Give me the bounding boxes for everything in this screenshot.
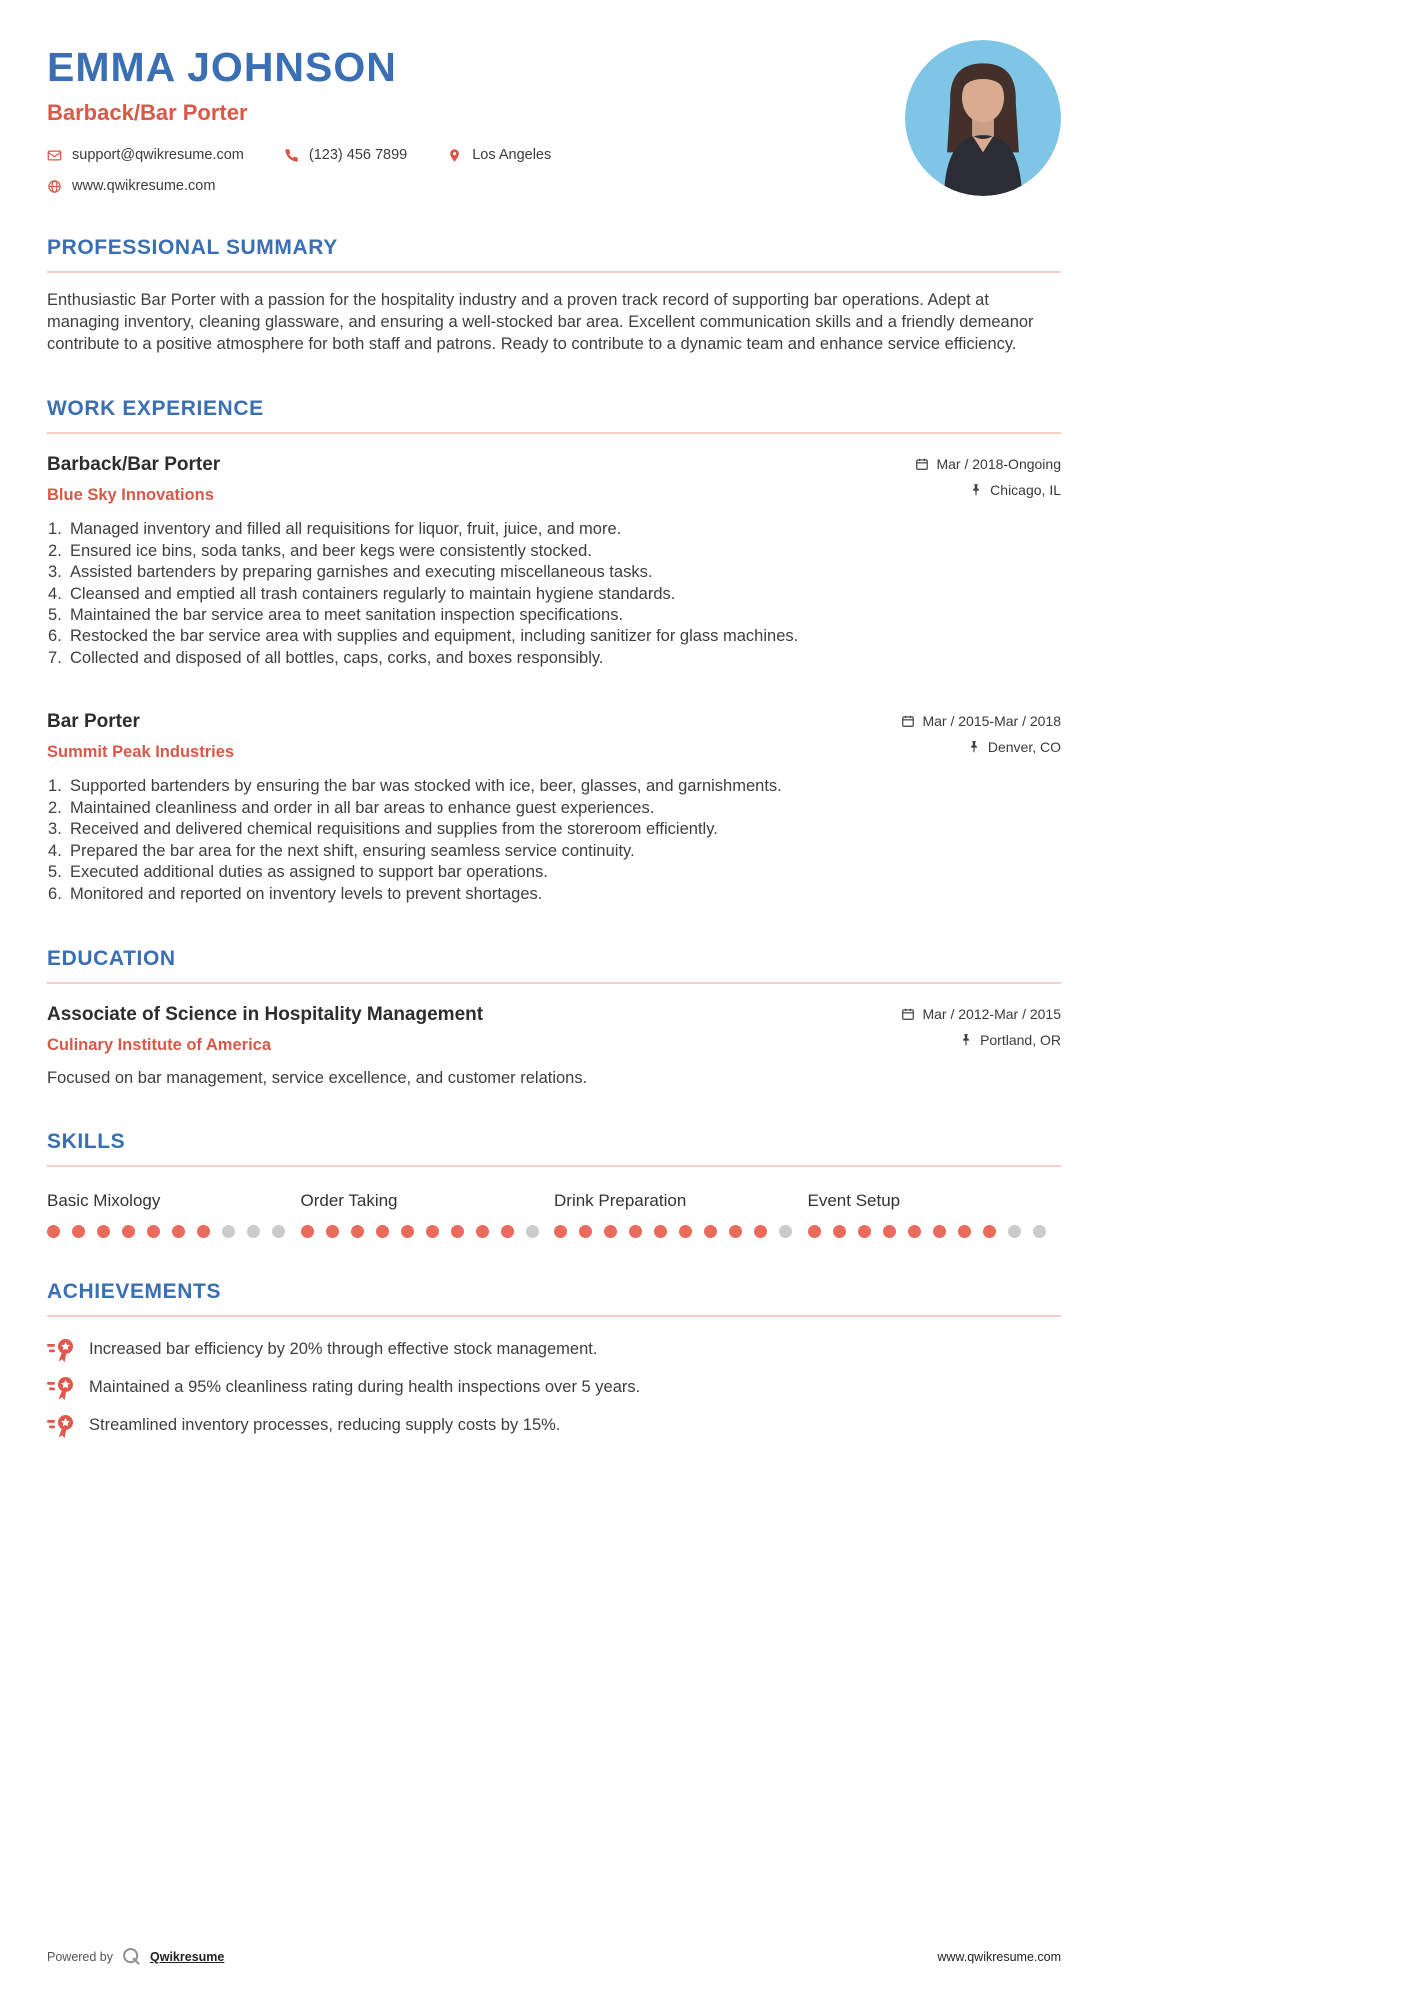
education-location bbox=[959, 1032, 1061, 1048]
job-date bbox=[901, 713, 1061, 729]
rating-dot-filled bbox=[933, 1225, 946, 1238]
powered-by-text: Powered by bbox=[47, 1949, 114, 1964]
education-entry bbox=[47, 1004, 1061, 1088]
experience-bullet: Ensured ice bins, soda tanks, and beer kegs were consistently stocked. bbox=[70, 541, 592, 560]
pushpin-icon bbox=[967, 740, 981, 754]
rating-dot-filled bbox=[326, 1225, 339, 1238]
education-degree: Associate of Science in Hospitality Management bbox=[47, 1003, 484, 1025]
award-badge-icon bbox=[47, 1337, 76, 1363]
achievement-item bbox=[47, 1413, 1061, 1439]
achievement-item bbox=[47, 1337, 1061, 1363]
rating-dot-empty bbox=[779, 1225, 792, 1238]
calendar-icon bbox=[901, 1007, 915, 1021]
job-location-text: Chicago, IL bbox=[990, 482, 1061, 499]
skill-rating-dots bbox=[554, 1225, 808, 1238]
education-school: Culinary Institute of America bbox=[47, 1035, 272, 1054]
section-skills bbox=[47, 1130, 1061, 1238]
achievement-text: Increased bar efficiency by 20% through effective stock management. bbox=[89, 1340, 598, 1359]
rating-dot-empty bbox=[1008, 1225, 1021, 1238]
rating-dot-filled bbox=[197, 1225, 210, 1238]
rating-dot-empty bbox=[247, 1225, 260, 1238]
job-title: Barback/Bar Porter bbox=[47, 454, 221, 476]
experience-bullet: Maintained the bar service area to meet sanitation inspection specifications. bbox=[70, 606, 624, 625]
calendar-icon bbox=[901, 714, 915, 728]
experience-entry bbox=[47, 711, 1061, 905]
website-contact bbox=[47, 178, 215, 194]
email-contact bbox=[47, 147, 244, 163]
skill-name: Drink Preparation bbox=[554, 1190, 687, 1210]
skill-rating-dots bbox=[301, 1225, 555, 1238]
education-location-text: Portland, OR bbox=[980, 1031, 1061, 1048]
rating-dot-filled bbox=[476, 1225, 489, 1238]
experience-bullet: Cleansed and emptied all trash containers regularly to maintain hygiene standards. bbox=[70, 584, 676, 603]
rating-dot-filled bbox=[754, 1225, 767, 1238]
calendar-icon bbox=[915, 457, 929, 471]
education-date bbox=[901, 1006, 1061, 1022]
rating-dot-filled bbox=[579, 1225, 592, 1238]
achievement-item bbox=[47, 1375, 1061, 1401]
skill-rating-dots bbox=[808, 1225, 1062, 1238]
education-date-text: Mar / 2012-Mar / 2015 bbox=[922, 1005, 1061, 1022]
map-pin-icon bbox=[447, 148, 462, 163]
award-badge-icon bbox=[47, 1413, 76, 1439]
rating-dot-filled bbox=[983, 1225, 996, 1238]
education-description: Focused on bar management, service excellence, and customer relations. bbox=[47, 1068, 588, 1087]
footer-website-link[interactable]: www.qwikresume.com bbox=[937, 1949, 1061, 1964]
rating-dot-empty bbox=[1033, 1225, 1046, 1238]
skill-name: Order Taking bbox=[300, 1190, 398, 1210]
rating-dot-filled bbox=[451, 1225, 464, 1238]
job-date-text: Mar / 2018-Ongoing bbox=[936, 456, 1061, 473]
section-heading: ACHIEVEMENTS bbox=[47, 1280, 1061, 1317]
rating-dot-filled bbox=[97, 1225, 110, 1238]
job-bullet-list bbox=[47, 776, 1061, 905]
achievement-text: Streamlined inventory processes, reducing supply costs by 15%. bbox=[89, 1416, 561, 1435]
rating-dot-filled bbox=[47, 1225, 60, 1238]
rating-dot-filled bbox=[704, 1225, 717, 1238]
qwikresume-logo-icon bbox=[121, 1946, 142, 1967]
person-name: EMMA JOHNSON bbox=[47, 44, 397, 90]
rating-dot-filled bbox=[554, 1225, 567, 1238]
section-heading: PROFESSIONAL SUMMARY bbox=[47, 236, 1061, 273]
achievement-list bbox=[47, 1337, 1061, 1439]
website-text[interactable]: www.qwikresume.com bbox=[72, 178, 216, 194]
skill-name: Event Setup bbox=[807, 1190, 901, 1210]
job-location-text: Denver, CO bbox=[987, 739, 1061, 756]
job-title: Bar Porter bbox=[47, 711, 140, 733]
location-contact bbox=[447, 147, 551, 163]
rating-dot-filled bbox=[401, 1225, 414, 1238]
rating-dot-filled bbox=[604, 1225, 617, 1238]
section-achievements bbox=[47, 1280, 1061, 1439]
experience-bullet: Executed additional duties as assigned to support bar operations. bbox=[70, 863, 548, 882]
rating-dot-filled bbox=[858, 1225, 871, 1238]
contact-row-2 bbox=[47, 178, 1061, 194]
rating-dot-filled bbox=[376, 1225, 389, 1238]
skills-grid bbox=[47, 1191, 1061, 1238]
experience-bullet: Received and delivered chemical requisitions and supplies from the storeroom efficiently. bbox=[70, 820, 718, 839]
resume-header bbox=[47, 0, 1061, 194]
rating-dot-filled bbox=[72, 1225, 85, 1238]
person-job-title: Barback/Bar Porter bbox=[47, 100, 248, 125]
phone-text[interactable]: (123) 456 7899 bbox=[308, 147, 408, 163]
rating-dot-empty bbox=[222, 1225, 235, 1238]
phone-contact bbox=[284, 147, 407, 163]
job-company: Blue Sky Innovations bbox=[47, 486, 214, 505]
resume-page bbox=[47, 0, 1061, 1439]
rating-dot-filled bbox=[301, 1225, 314, 1238]
rating-dot-filled bbox=[958, 1225, 971, 1238]
globe-icon bbox=[47, 179, 62, 194]
rating-dot-filled bbox=[426, 1225, 439, 1238]
job-date-text: Mar / 2015-Mar / 2018 bbox=[922, 713, 1061, 730]
email-text[interactable]: support@qwikresume.com bbox=[72, 147, 244, 163]
pushpin-icon bbox=[969, 483, 983, 497]
contact-row-1 bbox=[47, 147, 1061, 163]
rating-dot-filled bbox=[501, 1225, 514, 1238]
rating-dot-filled bbox=[147, 1225, 160, 1238]
experience-bullet: Maintained cleanliness and order in all bar areas to enhance guest experiences. bbox=[70, 798, 655, 817]
section-education bbox=[47, 947, 1061, 1088]
job-date bbox=[915, 456, 1061, 472]
skill-name: Basic Mixology bbox=[47, 1190, 161, 1210]
rating-dot-filled bbox=[808, 1225, 821, 1238]
rating-dot-filled bbox=[908, 1225, 921, 1238]
experience-bullet: Monitored and reported on inventory levels to prevent shortages. bbox=[70, 884, 543, 903]
envelope-icon bbox=[47, 148, 62, 163]
summary-text: Enthusiastic Bar Porter with a passion for the hospitality industry and a proven track record of supporting bar operations. Adept at managing inventory, cleaning glassware, and ensuring a well-stocked bar area. Excellent communication skills and a friendly demeanor contribute to a positive atmosphere for both staff and patrons. Ready to contribute to a dynamic team and enhance service efficiency. bbox=[47, 291, 1034, 353]
job-bullet-list bbox=[47, 519, 1061, 669]
achievement-text: Maintained a 95% cleanliness rating during health inspections over 5 years. bbox=[89, 1378, 641, 1397]
section-work-experience bbox=[47, 397, 1061, 905]
rating-dot-filled bbox=[883, 1225, 896, 1238]
pushpin-icon bbox=[959, 1033, 973, 1047]
rating-dot-filled bbox=[172, 1225, 185, 1238]
rating-dot-filled bbox=[679, 1225, 692, 1238]
experience-bullet: Collected and disposed of all bottles, caps, corks, and boxes responsibly. bbox=[70, 648, 604, 667]
section-heading: EDUCATION bbox=[47, 947, 1061, 984]
rating-dot-empty bbox=[272, 1225, 285, 1238]
location-text: Los Angeles bbox=[472, 147, 552, 163]
phone-icon bbox=[284, 148, 299, 163]
rating-dot-filled bbox=[833, 1225, 846, 1238]
rating-dot-filled bbox=[654, 1225, 667, 1238]
skill-item bbox=[808, 1191, 1062, 1238]
job-company: Summit Peak Industries bbox=[47, 743, 235, 762]
award-badge-icon bbox=[47, 1375, 76, 1401]
experience-bullet: Managed inventory and filled all requisitions for liquor, fruit, juice, and more. bbox=[70, 520, 622, 539]
section-heading: SKILLS bbox=[47, 1130, 1061, 1167]
section-heading: WORK EXPERIENCE bbox=[47, 397, 1061, 434]
section-professional-summary bbox=[47, 236, 1061, 355]
skill-item bbox=[301, 1191, 555, 1238]
skill-item bbox=[47, 1191, 301, 1238]
rating-dot-filled bbox=[729, 1225, 742, 1238]
profile-photo-avatar bbox=[905, 40, 1061, 196]
experience-bullet: Supported bartenders by ensuring the bar was stocked with ice, beer, glasses, and garnishments. bbox=[70, 777, 782, 796]
job-location bbox=[969, 482, 1061, 498]
experience-bullet: Restocked the bar service area with supplies and equipment, including sanitizer for glass machines. bbox=[70, 627, 799, 646]
rating-dot-filled bbox=[351, 1225, 364, 1238]
experience-entry bbox=[47, 454, 1061, 669]
rating-dot-empty bbox=[526, 1225, 539, 1238]
skill-item bbox=[554, 1191, 808, 1238]
page-footer bbox=[47, 1946, 1061, 1967]
profile-photo bbox=[905, 40, 1061, 196]
qwikresume-link[interactable]: Qwikresume bbox=[150, 1949, 225, 1964]
experience-bullet: Prepared the bar area for the next shift, ensuring seamless service continuity. bbox=[70, 841, 635, 860]
skill-rating-dots bbox=[47, 1225, 301, 1238]
rating-dot-filled bbox=[629, 1225, 642, 1238]
experience-bullet: Assisted bartenders by preparing garnishes and executing miscellaneous tasks. bbox=[70, 563, 653, 582]
job-location bbox=[967, 739, 1061, 755]
rating-dot-filled bbox=[122, 1225, 135, 1238]
